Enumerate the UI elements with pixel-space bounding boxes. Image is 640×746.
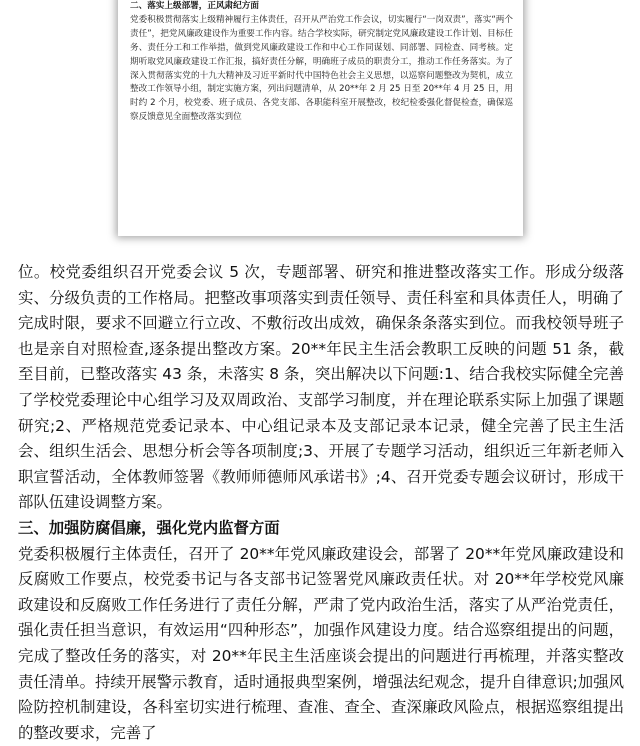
body-paragraph-1: 位。校党委组织召开党委会议 5 次，专题部署、研究和推进整改落实工作。形成分级落实、分级负责的工作格局。把整改事项落实到责任领导、责任科室和具体责任人，明确了完成时限，要求不回避立行立改、不敷衍改出成效，确保条条落实到位。而我校领导班子也是亲自对照检查,逐条提出整改方案。20**年民主生活会教职工反映的问题 51 条，截至目前，已整改落实 43 条，未落实 8 条，突出解决以下问题:1、结合我校实际健全完善了学校党委理论中心组学习及双周政治、支部学习制度，并在理论联系实际上加强了课题研究;2、严格规范党委记录本、中心组记录本及支部记录本记录，健全完善了民主生活会、组织生活会、思想分析会等各项制度;3、开展了专题学习活动，组织近三年新老师入职宣誓活动，全体教师签署《教师师德师风承诺书》;4、召开党委专题会议研讨，形成干部队伍建设调整方案。 — [18, 263, 624, 512]
thumbnail-text — [130, 0, 513, 125]
thumbnail-heading: 二、落实上级部署，正风肃纪方面 — [130, 1, 259, 11]
thumbnail-paragraph: 党委积极贯彻落实上级精神履行主体责任，召开从严治党工作会议，切实履行“一岗双责”，落实“两个责任”，把党风廉政建设作为重要工作内容。结合学校实际，研究制定党风廉政建设工作计划、目标任务、责任分工和工作举措，做到党风廉政建设工作和中心工作同谋划、同部署、同检查、同考核。定期听取党风廉政建设工作汇报，搞好责任分解，明确班子成员的职责分工，推动工作任务落实。为了深入贯彻落实党的十九大精神及习近平新时代中国特色社会主义思想，以巡察问题整改为契机，成立整改工作领导小组，制定实施方案，列出问题清单，从 20**年 2 月 25 日至 20**年 4 月 25 日，用时约 2 个月，校党委、班子成员、各党支部、各职能科室开展整改，校纪检委强化督促检查，确保巡察反馈意见全面整改落实到位 — [130, 14, 513, 123]
section-heading-3: 三、加强防腐倡廉，强化党内监督方面 — [18, 518, 280, 537]
document-body — [18, 260, 624, 746]
body-paragraph-2: 党委积极履行主体责任，召开了 20**年党风廉政建设会，部署了 20**年党风廉政建设和反腐败工作要点，校党委书记与各支部书记签署党风廉政责任状。对 20**年学校党风廉政建设和反腐败工作任务进行了责任分解，严肃了党内政治生活，落实了从严治党责任，强化责任担当意识，有效运用“四种形态”，加强作风建设力度。结合巡察组提出的问题，完成了整改任务的落实，对 20**年民主生活座谈会提出的问题进行再梳理，并落实整改责任清单。持续开展警示教育，适时通报典型案例，增强法纪观念，提升自律意识;加强风险防控机制建设，各科室切实进行梳理、查准、查全、查深廉政风险点，根据巡察组提出的整改要求，完善了 — [18, 544, 624, 742]
document-thumbnail-page — [118, 0, 523, 236]
document-thumbnail-area — [0, 0, 640, 252]
